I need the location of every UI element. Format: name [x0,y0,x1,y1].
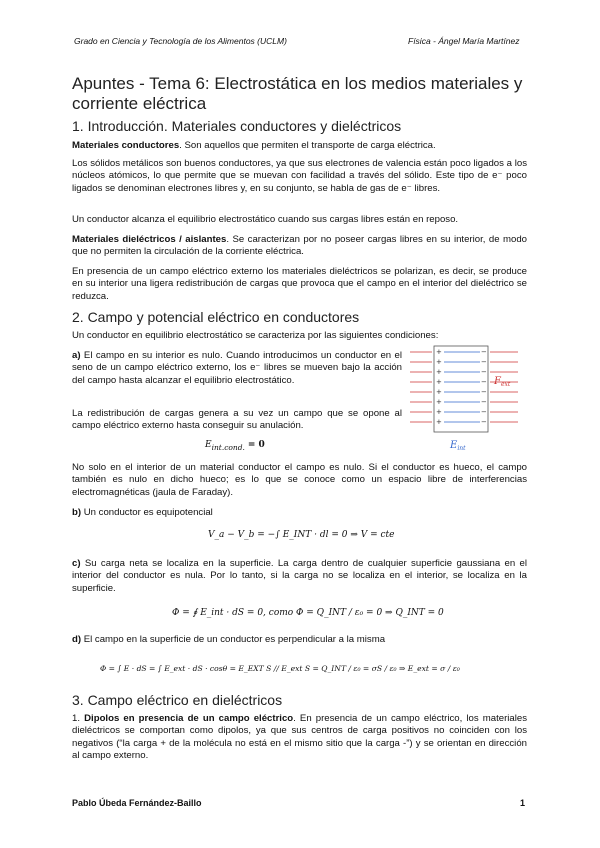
condition-b [72,507,527,519]
paragraph-text: . En presencia de un campo eléctrico, los materiales dieléctricos se comportan como dipolos, ya que sus centros de carga positivos no coinciden con los negativos (“la carga + de la molécula no está en el mismo sitio que la carga -”) y se orientan en dirección al campo externo. [72,713,527,762]
equation-a [205,440,265,452]
svg-text:−: − [481,418,487,426]
paragraph [72,713,527,763]
eq-symbol: E [205,440,212,450]
label-d: d) [72,634,82,645]
label-a: a) [72,350,81,361]
page-number: 1 [520,798,526,808]
paragraph-text: El campo en la superficie de un conductor es perpendicular a la misma [81,634,386,645]
paragraph: Un conductor en equilibrio electrostático se caracteriza por las siguientes condiciones: [72,330,439,341]
surface-charges [436,348,487,426]
page-title: Apuntes - Tema 6: Electrostática en los medios materiales y corriente eléctrica [72,74,523,113]
paragraph: No solo en el interior de un material conductor el campo es nulo. Si el conductor es hueco, el campo también es nulo en dicho hueco; es lo que se conoce como un espacio libre de interferencias electromagnéticas (jaula de Faraday). [72,462,527,498]
item-number: 1. [72,713,85,724]
paragraph-text: . Se caracterizan por no poseer cargas libres en su interior, de modo que no permiten la circulación de la corriente eléctrica. [72,234,528,258]
footer-author: Pablo Úbeda Fernández-Baillo [72,798,202,808]
label-b: b) [72,507,82,518]
conductor-outline [434,346,488,432]
equation-c: Φ = ∮ E_int · dS = 0, como Φ = Q_INT / ε₀ = 0 ⇒ Q_INT = 0 [172,608,444,618]
svg-text:+: + [436,388,442,396]
svg-text:+: + [436,348,442,356]
svg-text:−: − [481,388,487,396]
internal-field-arrows [444,352,480,422]
paragraph [72,234,527,259]
term-dipolos: Dipolos en presencia de un campo eléctrico [84,713,294,724]
svg-text:−: − [481,408,487,416]
equation-b: V_a − V_b = −∫ E_INT · dl = 0 ⇒ V = cte [208,530,395,540]
term-conductores: Materiales conductores [72,140,180,151]
condition-a [72,350,402,387]
paragraph-text: Un conductor es equipotencial [81,507,213,518]
svg-text:−: − [481,398,487,406]
section-3-heading: 3. Campo eléctrico en dieléctricos [72,692,283,708]
condition-c [72,558,527,595]
conductor-field-diagram [408,342,526,462]
eq-subscript: int.cond. [211,442,245,452]
section-2-heading: 2. Campo y potencial eléctrico en conductores [72,309,360,325]
term-dielectricos: Materiales dieléctricos / aislantes [72,234,227,245]
paragraph: Un conductor alcanza el equilibrio electrostático cuando sus cargas libres están en reposo. [72,214,459,225]
eq-rhs: = 0 [247,440,265,450]
svg-text:−: − [481,348,487,356]
paragraph-text: . Son aquellos que permiten el transporte de carga eléctrica. [179,140,436,151]
condition-d [72,634,527,646]
paragraph-text: El campo en su interior es nulo. Cuando introducimos un conductor en el seno de un campo eléctrico externo, los e⁻ libres se mueven bajo la acción del campo hasta alcanzar el equilibrio electrostático. [72,350,402,386]
equation-d: Φ = ∫ E · dS = ∫ E_ext · dS · cosθ = E_EXT S // E_ext S = Q_INT / ε₀ = σS / ε₀ ⇒ E_ext = σ / ε₀ [100,664,460,673]
paragraph: La redistribución de cargas genera a su vez un campo que se opone al campo eléctrico externo hasta conseguir su anulación. [72,408,402,432]
svg-text:+: + [436,378,442,386]
label-f-ext: $F_{ext}$ [494,376,511,388]
paragraph-text: Su carga neta se localiza en la superficie. La carga dentro de cualquier superficie gaussiana en el interior del conductor es nula. Por lo tanto, si la carga no se localiza en el interior, se localiza en la superficie. [72,558,527,594]
paragraph [72,140,527,152]
svg-text:+: + [436,368,442,376]
header-left: Grado en Ciencia y Tecnología de los Alimentos (UCLM) [74,36,287,46]
label-e-int: $E_{int}$ [450,440,466,452]
paragraph: En presencia de un campo eléctrico externo los materiales dieléctricos se polarizan, es decir, se produce en su interior una ligera redistribución de cargas que provoca que el campo en el interior del dieléctrico se reduzca. [72,266,527,302]
svg-text:−: − [481,358,487,366]
svg-text:−: − [481,378,487,386]
label-c: c) [72,558,81,569]
header-right: Física - Ángel María Martínez [408,36,520,46]
svg-text:−: − [481,368,487,376]
svg-text:+: + [436,398,442,406]
svg-text:+: + [436,418,442,426]
svg-text:+: + [436,358,442,366]
svg-text:+: + [436,408,442,416]
paragraph: Los sólidos metálicos son buenos conductores, ya que sus electrones de valencia están poco ligados a los núcleos atómicos, lo que permite que se muevan con facilidad a través del sólido. Este tipo de e⁻ poco ligados se denominan electrones libres y, en su conjunto, se habla de gas de e⁻ libres. [72,158,527,194]
section-1-heading: 1. Introducción. Materiales conductores y dieléctricos [72,118,402,134]
